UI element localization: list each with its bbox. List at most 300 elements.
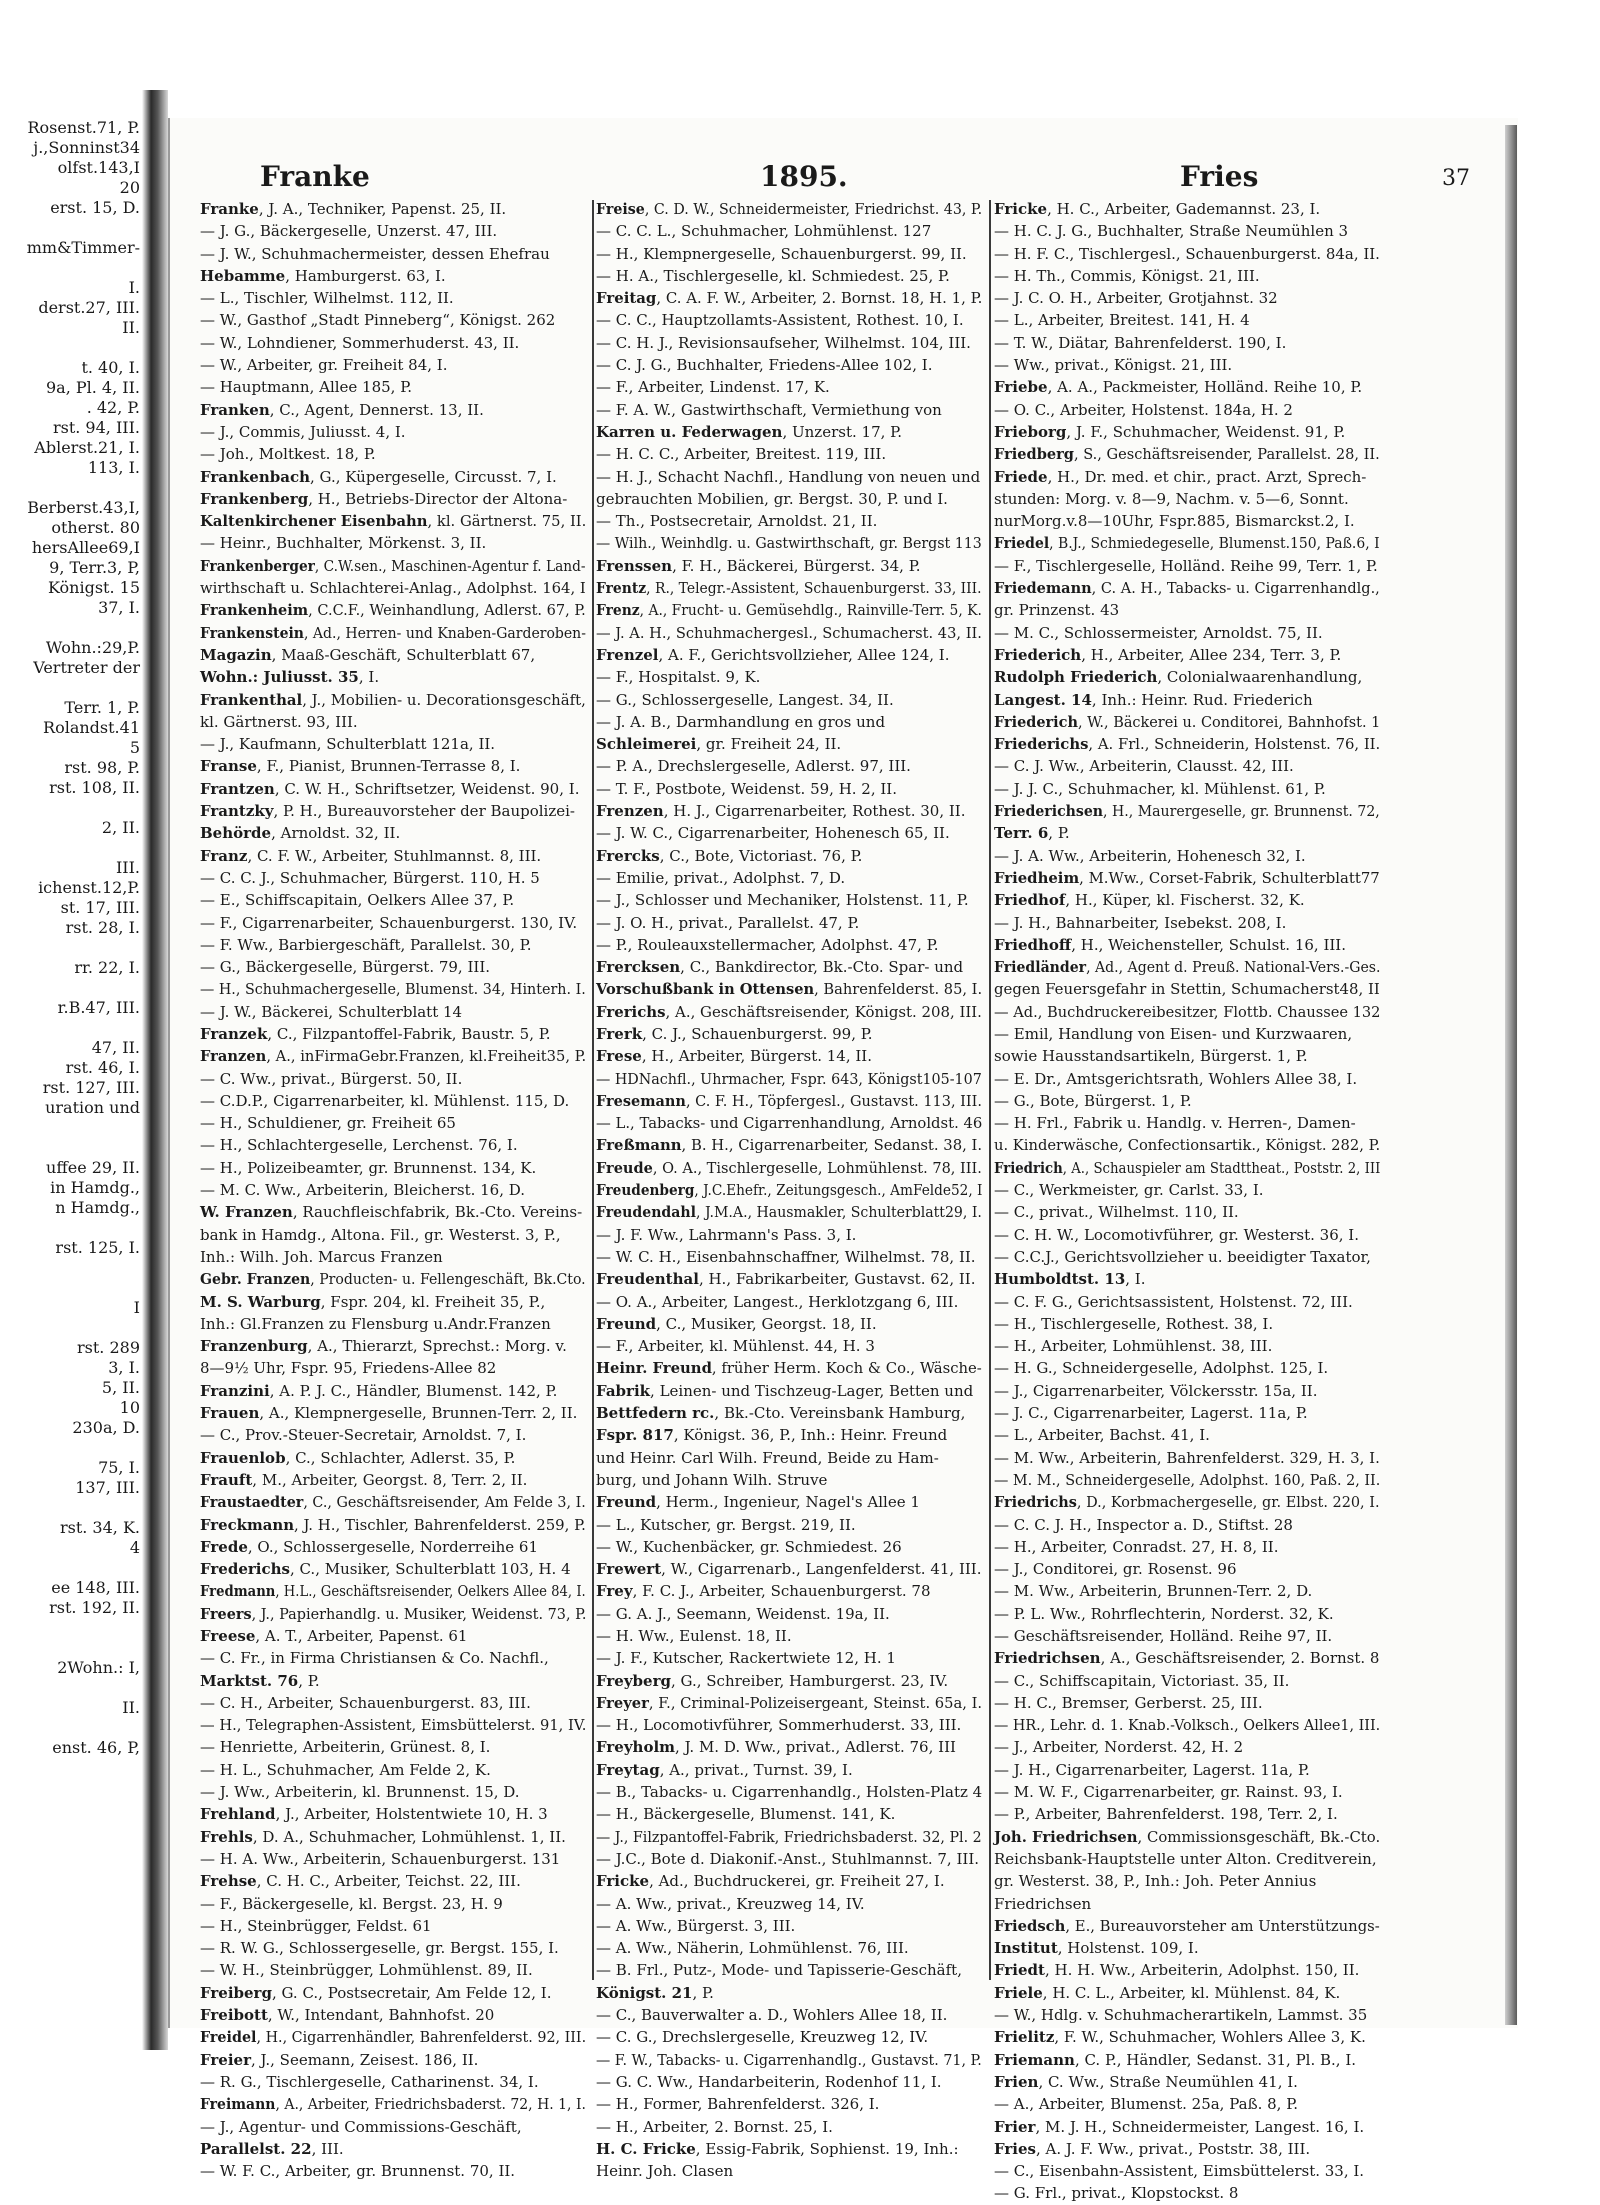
line-text: Frankenthal, J., Mobilien- u. Decorationsgeschäft, (200, 690, 586, 709)
entry-surname: Frankenbach (200, 467, 311, 486)
line-text: — P., Rouleauxstellermacher, Adolphst. 47, P. (596, 935, 939, 954)
gutter-fragment: rst. 127, III. (42, 1078, 140, 1097)
directory-entry-line (994, 399, 1384, 421)
gutter-fragment: 2Wohn.: I, (57, 1658, 140, 1677)
directory-entry-line (596, 1848, 986, 1870)
line-text: Frercks, C., Bote, Victoriast. 76, P. (596, 846, 863, 865)
entry-surname: Frielitz (994, 2028, 1055, 2047)
head-left-keyword: Franke (260, 160, 370, 193)
line-text: Freytag, A., privat., Turnst. 39, I. (596, 1760, 853, 1779)
line-text: — HR., Lehr. d. 1. Knab.-Volksch., Oelkers Allee1, III. (994, 1716, 1381, 1735)
entry-surname: Frercks (596, 846, 660, 865)
line-text: gegen Feuersgefahr in Stettin, Schumacherst48, II (994, 980, 1380, 999)
directory-entry-line (994, 243, 1384, 265)
line-text: Friederich, W., Bäckerei u. Conditorei, Bahnhofst. 1 (994, 712, 1381, 731)
directory-entry-line (200, 243, 590, 265)
directory-entry-line (994, 1424, 1384, 1446)
line-text: Freyberg, G., Schreiber, Hamburgerst. 23, IV. (596, 1671, 949, 1690)
line-text: 8—9½ Uhr, Fspr. 95, Friedens-Allee 82 (200, 1359, 497, 1378)
entry-surname: Institut (994, 1939, 1058, 1958)
line-text: Friedheim, M.Ww., Corset-Fabrik, Schulterblatt77 (994, 868, 1380, 887)
line-text: und Heinr. Carl Wilh. Freund, Beide zu Ham- (596, 1448, 939, 1467)
entry-surname: Friedländer (994, 958, 1087, 977)
line-text: Freßmann, B. H., Cigarrenarbeiter, Sedanst. 38, I. (596, 1136, 983, 1155)
line-text: Frankenberg, H., Betriebs-Director der Altona- (200, 489, 568, 508)
directory-entry-line (994, 2049, 1384, 2071)
line-text: Friedemann, C. A. H., Tabacks- u. Cigarrenhandlg., (994, 579, 1380, 598)
directory-entry-line (200, 1982, 590, 2004)
line-text: Freier, J., Seemann, Zeisest. 186, II. (200, 2050, 479, 2069)
directory-entry-line (596, 2116, 986, 2138)
directory-entry-line (994, 1134, 1384, 1156)
gutter-fragment: otherst. 80 (51, 518, 140, 537)
directory-entry-line (994, 599, 1384, 621)
directory-entry-line (994, 577, 1384, 599)
line-text: Friedt, H. H. Ww., Arbeiterin, Adolphst. 150, II. (994, 1961, 1360, 1980)
line-text: burg, und Johann Wilh. Struve (596, 1470, 828, 1489)
gutter-fragment: 137, III. (75, 1478, 140, 1497)
directory-entry-line (200, 1112, 590, 1134)
line-text: nurMorg.v.8—10Uhr, Fspr.885, Bismarckst.2, I. (994, 512, 1355, 531)
directory-entry-line (994, 220, 1384, 242)
directory-entry-line (200, 1937, 590, 1959)
line-text: Freimann, A., Arbeiter, Friedrichsbaderst. 72, H. 1, I. (200, 2095, 586, 2114)
line-text: Freund, Herm., Ingenieur, Nagel's Allee 1 (596, 1493, 920, 1512)
line-text: — J. C. O. H., Arbeiter, Grotjahnst. 32 (994, 289, 1278, 308)
directory-entry-line (596, 1424, 986, 1446)
directory-entry-line (596, 2138, 986, 2160)
directory-entry-line (596, 265, 986, 287)
directory-entry-line (200, 1246, 590, 1268)
line-text: — L., Arbeiter, Breitest. 141, H. 4 (994, 311, 1250, 330)
entry-surname: Terr. 6 (994, 824, 1049, 843)
directory-entry-line (200, 1893, 590, 1915)
gutter-fragment: 9a, Pl. 4, II. (45, 378, 140, 397)
directory-entry-line (200, 332, 590, 354)
entry-surname: Frenssen (596, 556, 673, 575)
line-text: — P. A., Drechslergeselle, Adlerst. 97, III. (596, 757, 911, 776)
directory-entry-line (200, 666, 590, 688)
directory-entry-line (200, 1134, 590, 1156)
directory-entry-line (200, 689, 590, 711)
line-text: — M. Ww., Arbeiterin, Bahrenfelderst. 329, H. 3, I. (994, 1448, 1380, 1467)
line-text: Hebamme, Hamburgerst. 63, I. (200, 266, 446, 285)
line-text: Friemann, C. P., Händler, Sedanst. 31, Pl. B., I. (994, 2050, 1357, 2069)
directory-entry-line (200, 1603, 590, 1625)
line-text: Parallelst. 22, III. (200, 2139, 344, 2158)
directory-entry-line (200, 1001, 590, 1023)
page-edge-shadow (1505, 125, 1517, 2025)
line-text: — H., Polizeibeamter, gr. Brunnenst. 134, K. (200, 1158, 537, 1177)
directory-entry-line (200, 376, 590, 398)
line-text: Frankenbach, G., Küpergeselle, Circusst. 7, I. (200, 467, 557, 486)
directory-entry-line (994, 1870, 1384, 1892)
line-text: — J. H., Bahnarbeiter, Isebekst. 208, I. (994, 913, 1287, 932)
directory-entry-line (200, 822, 590, 844)
gutter-fragment (0, 1678, 140, 1698)
line-text: Freibott, W., Intendant, Bahnhofst. 20 (200, 2006, 495, 2025)
directory-entry-line (200, 287, 590, 309)
line-text: Rudolph Friederich, Colonialwaarenhandlung, (994, 668, 1363, 687)
entry-surname: Freidel (200, 2028, 257, 2047)
line-text: Magazin, Maaß-Geschäft, Schulterblatt 67, (200, 645, 536, 664)
directory-entry-line (994, 1335, 1384, 1357)
directory-entry-line (200, 1201, 590, 1223)
line-text: Frerichs, A., Geschäftsreisender, Königst. 208, III. (596, 1002, 982, 1021)
line-text: — H. C. J. G., Buchhalter, Straße Neumühlen 3 (994, 222, 1349, 241)
gutter-fragment (0, 1018, 140, 1038)
directory-entry-line (994, 1959, 1384, 1981)
directory-entry-line (596, 1870, 986, 1892)
line-text: — B., Tabacks- u. Cigarrenhandlg., Holsten-Platz 4 (596, 1783, 983, 1802)
directory-entry-line (596, 1491, 986, 1513)
entry-surname: Frantzky (200, 802, 274, 821)
directory-entry-line (596, 399, 986, 421)
line-text: Frenz, A., Frucht- u. Gemüsehdlg., Rainville-Terr. 5, K. (596, 601, 982, 620)
line-text: Fries, A. J. F. Ww., privat., Poststr. 38, III. (994, 2139, 1311, 2158)
gutter-fragment (0, 1498, 140, 1518)
entry-surname: Frede (200, 1537, 248, 1556)
entry-surname: Friedrichsen (994, 1649, 1101, 1668)
gutter-fragment: olfst.143,I (57, 158, 140, 177)
entry-surname: Fricke (994, 200, 1048, 218)
line-text: Freitag, C. A. F. W., Arbeiter, 2. Bornst. 18, H. 1, P. (596, 289, 983, 308)
directory-entry-line (596, 1982, 986, 2004)
entry-surname: Freyholm (596, 1738, 676, 1757)
line-text: — C., Werkmeister, gr. Carlst. 33, I. (994, 1181, 1264, 1200)
line-text: — E., Schiffscapitain, Oelkers Allee 37, P. (200, 891, 515, 910)
directory-column-3 (994, 198, 1384, 2203)
directory-entry-line (200, 1469, 590, 1491)
entry-surname: Frauen (200, 1404, 260, 1423)
directory-entry-line (994, 1803, 1384, 1825)
line-text: — H., Schuhmachergeselle, Blumenst. 34, Hinterh. I. (200, 980, 586, 999)
directory-entry-line (596, 2049, 986, 2071)
line-text: Frauen, A., Klempnergeselle, Brunnen-Terr. 2, II. (200, 1404, 578, 1423)
directory-entry-line (200, 1402, 590, 1424)
line-text: — G., Bäckergeselle, Bürgerst. 79, III. (200, 958, 491, 977)
directory-entry-line (994, 466, 1384, 488)
line-text: Frankenstein, Ad., Herren- und Knaben-Garderoben- (200, 623, 586, 642)
line-text: M. S. Warburg, Fspr. 204, kl. Freiheit 35, P., (200, 1292, 546, 1311)
entry-surname: Friederichsen (994, 802, 1104, 821)
directory-entry-line (596, 1357, 986, 1379)
line-text: — G. C. Ww., Handarbeiterin, Rodenhof 11, I. (596, 2072, 942, 2091)
directory-entry-line (994, 1558, 1384, 1580)
directory-entry-line (596, 1268, 986, 1290)
directory-entry-line (200, 1536, 590, 1558)
line-text: — C. C. L., Schuhmacher, Lohmühlenst. 127 (596, 222, 932, 241)
directory-entry-line (994, 1781, 1384, 1803)
line-text: — J., Agentur- und Commissions-Geschäft, (200, 2117, 522, 2136)
entry-surname: Franzen (200, 1047, 267, 1066)
line-text: Freyholm, J. M. D. Ww., privat., Adlerst. 76, III (596, 1738, 956, 1757)
directory-entry-line (994, 867, 1384, 889)
line-text: Frederichs, C., Musiker, Schulterblatt 103, H. 4 (200, 1560, 571, 1579)
line-text: — C., Eisenbahn-Assistent, Eimsbüttelerst. 33, I. (994, 2162, 1365, 2181)
gutter-fragment: mm&Timmer- (26, 238, 140, 257)
line-text: — M. C., Schlossermeister, Arnoldst. 75, II. (994, 623, 1323, 642)
line-text: — H., Arbeiter, Conradst. 27, H. 8, II. (994, 1537, 1279, 1556)
directory-entry-line (200, 399, 590, 421)
directory-entry-line (596, 622, 986, 644)
directory-entry-line (596, 1402, 986, 1424)
directory-entry-line (994, 733, 1384, 755)
gutter-fragment: rst. 125, I. (55, 1238, 140, 1257)
directory-entry-line (200, 1514, 590, 1536)
directory-entry-line (596, 800, 986, 822)
directory-entry-line (596, 488, 986, 510)
gutter-fragment: 75, I. (98, 1458, 140, 1477)
line-text: — J. O. H., privat., Parallelst. 47, P. (596, 913, 860, 932)
line-text: Frenzen, H. J., Cigarrenarbeiter, Rothest. 30, II. (596, 802, 966, 821)
line-text: — H. Ww., Eulenst. 18, II. (596, 1627, 792, 1645)
directory-entry-line (596, 733, 986, 755)
gutter-fragment: rr. 22, I. (74, 958, 140, 977)
line-text: Freund, C., Musiker, Georgst. 18, II. (596, 1314, 877, 1333)
directory-entry-line (596, 1246, 986, 1268)
directory-entry-line (596, 1826, 986, 1848)
line-text: — A. Ww., Näherin, Lohmühlenst. 76, III. (596, 1939, 909, 1958)
directory-entry-line (596, 1045, 986, 1067)
line-text: Franzini, A. P. J. C., Händler, Blumenst. 142, P. (200, 1381, 558, 1400)
entry-surname: Karren u. Federwagen (596, 422, 783, 441)
entry-surname: M. S. Warburg (200, 1292, 321, 1311)
directory-entry-line (994, 1447, 1384, 1469)
directory-entry-line (596, 220, 986, 242)
directory-entry-line (200, 1357, 590, 1379)
line-text: Freudendahl, J.M.A., Hausmakler, Schulterblatt29, I. (596, 1203, 982, 1222)
line-text: Wohn.: Juliusst. 35, I. (200, 668, 380, 687)
gutter-fragment: st. 17, III. (60, 898, 140, 917)
line-text: — C., privat., Wilhelmst. 110, II. (994, 1203, 1239, 1222)
directory-entry-line (200, 2071, 590, 2093)
directory-entry-line (994, 2182, 1384, 2204)
entry-surname: Schleimerei (596, 735, 697, 754)
directory-entry-line (200, 711, 590, 733)
gutter-fragment: 20 (119, 178, 140, 197)
line-text: — G., Schlossergeselle, Langest. 34, II. (596, 690, 894, 709)
line-text: — Wilh., Weinhdlg. u. Gastwirthschaft, gr. Bergst 113 (596, 534, 982, 553)
gutter-fragment: 4 (129, 1538, 140, 1557)
gutter-fragment: ee 148, III. (51, 1578, 140, 1597)
line-text: — J. H., Cigarrenarbeiter, Lagerst. 11a, P. (994, 1760, 1310, 1779)
gutter-fragment: Vertreter der (33, 658, 140, 677)
directory-entry-line (994, 711, 1384, 733)
line-text: gr. Westerst. 38, P., Inh.: Joh. Peter Annius (994, 1872, 1317, 1891)
entry-surname: Frederichs (200, 1560, 290, 1579)
directory-entry-line (200, 978, 590, 1000)
directory-entry-line (200, 1380, 590, 1402)
left-page-margin-fragments (0, 118, 150, 2018)
line-text: — E. Dr., Amtsgerichtsrath, Wohlers Allee 38, I. (994, 1069, 1358, 1088)
directory-entry-line (596, 577, 986, 599)
directory-entry-line (994, 555, 1384, 577)
entry-surname: Friederich (994, 712, 1078, 731)
directory-entry-line (994, 421, 1384, 443)
directory-entry-line (200, 1848, 590, 1870)
directory-entry-line (200, 889, 590, 911)
directory-entry-line (200, 1670, 590, 1692)
line-text: Karren u. Federwagen, Unzerst. 17, P. (596, 422, 902, 441)
line-text: Frewert, W., Cigarrenarb., Langenfelderst. 41, III. (596, 1560, 982, 1579)
directory-entry-line (200, 1291, 590, 1313)
gutter-fragment: 5 (129, 738, 140, 757)
line-text: Terr. 6, P. (994, 824, 1070, 843)
directory-entry-line (994, 309, 1384, 331)
line-text: Joh. Friedrichsen, Commissionsgeschäft, Bk.-Cto. (994, 1827, 1381, 1846)
line-text: Bettfedern rc., Bk.-Cto. Vereinsbank Hamburg, (596, 1404, 966, 1423)
line-text: Friedrichsen (994, 1894, 1092, 1913)
directory-column-1 (200, 198, 590, 2181)
line-text: — H. G., Schneidergeselle, Adolphst. 125, I. (994, 1359, 1329, 1378)
line-text: u. Kinderwäsche, Confectionsartik., Königst. 282, P. (994, 1136, 1381, 1155)
directory-entry-line (596, 1670, 986, 1692)
directory-entry-line (994, 978, 1384, 1000)
line-text: — L., Tabacks- und Cigarrenhandlung, Arnoldst. 46 (596, 1114, 983, 1133)
directory-entry-line (994, 1380, 1384, 1402)
directory-entry-line (994, 354, 1384, 376)
directory-entry-line (200, 220, 590, 242)
line-text: Freidel, H., Cigarrenhändler, Bahrenfelderst. 92, III. (200, 2028, 587, 2047)
line-text: Frede, O., Schlossergeselle, Norderreihe 61 (200, 1537, 539, 1556)
gutter-fragment: uration und (45, 1098, 140, 1117)
line-text: — J. A. H., Schuhmachergesl., Schumacherst. 43, II. (596, 623, 982, 642)
line-text: Frehls, D. A., Schuhmacher, Lohmühlenst. 1, II. (200, 1827, 566, 1846)
line-text: — J., Commis, Juliusst. 4, I. (200, 422, 406, 441)
line-text: Franzek, C., Filzpantoffel-Fabrik, Baustr. 5, P. (200, 1024, 551, 1043)
entry-surname: Friedberg (994, 445, 1074, 464)
entry-surname: Fresemann (596, 1091, 686, 1110)
line-text: Friedrichsen, A., Geschäftsreisender, 2. Bornst. 8 (994, 1649, 1380, 1668)
gutter-fragment: enst. 46, P, (52, 1738, 140, 1757)
directory-entry-line (596, 1224, 986, 1246)
line-text: — C. Fr., in Firma Christiansen & Co. Nachfl., (200, 1649, 549, 1668)
line-text: — H., Schuldiener, gr. Freiheit 65 (200, 1114, 456, 1133)
entry-surname: Humboldtst. 13 (994, 1270, 1126, 1289)
line-text: Reichsbank-Hauptstelle unter Alton. Creditverein, (994, 1849, 1377, 1868)
page-number: 37 (1442, 166, 1470, 191)
line-text: — J. J. C., Schuhmacher, kl. Mühlenst. 61, P. (994, 779, 1326, 798)
directory-entry-line (200, 577, 590, 599)
directory-entry-line (994, 689, 1384, 711)
directory-entry-line (596, 978, 986, 1000)
line-text: — C. G., Drechslergeselle, Kreuzweg 12, IV. (596, 2028, 929, 2047)
gutter-fragment: . 42, P. (86, 398, 140, 417)
line-text: — J.C., Bote d. Diakonif.-Anst., Stuhlmannst. 7, III. (596, 1849, 980, 1868)
entry-surname: Freier (200, 2050, 251, 2069)
gutter-fragment: 5, II. (101, 1378, 140, 1397)
directory-entry-line (994, 1313, 1384, 1335)
entry-surname: Frankenberger (200, 556, 315, 575)
directory-entry-line (200, 778, 590, 800)
directory-entry-line (596, 1558, 986, 1580)
line-text: — H. Frl., Fabrik u. Handlg. v. Herren-, Damen- (994, 1114, 1356, 1133)
directory-entry-line (200, 755, 590, 777)
entry-surname: Frankenstein (200, 623, 305, 642)
gutter-fragment: rst. 46, I. (65, 1058, 140, 1077)
directory-entry-line (994, 1514, 1384, 1536)
directory-entry-line (200, 1045, 590, 1067)
directory-entry-line (596, 1112, 986, 1134)
directory-entry-line (994, 488, 1384, 510)
entry-surname: Fraustaedter (200, 1493, 304, 1512)
line-text: — J. W., Schuhmachermeister, dessen Ehefrau (200, 244, 550, 263)
entry-surname: Freyberg (596, 1671, 671, 1690)
directory-entry-line (596, 1625, 986, 1647)
line-text: Freers, J., Papierhandlg. u. Musiker, Weidenst. 73, P. (200, 1604, 587, 1623)
line-text: — T. F., Postbote, Weidenst. 59, H. 2, II. (596, 779, 898, 798)
entry-surname: Freudenberg (596, 1181, 695, 1200)
directory-entry-line (994, 2138, 1384, 2160)
line-text: Freudenthal, H., Fabrikarbeiter, Gustavst. 62, II. (596, 1270, 976, 1289)
gutter-fragment (0, 1218, 140, 1238)
directory-entry-line (994, 2026, 1384, 2048)
gutter-fragment: t. 40, I. (81, 358, 140, 377)
entry-surname: Frantzen (200, 779, 275, 798)
line-text: Franzenburg, A., Thierarzt, Sprechst.: Morg. v. (200, 1337, 567, 1356)
gutter-fragment (0, 798, 140, 818)
directory-entry-line (596, 1469, 986, 1491)
gutter-fragment: rst. 289 (77, 1338, 140, 1357)
entry-surname: Friedhof (994, 891, 1066, 910)
entry-surname: Friedemann (994, 579, 1092, 598)
line-text: — J., Conditorei, gr. Rosenst. 96 (994, 1560, 1237, 1579)
directory-entry-line (994, 1357, 1384, 1379)
line-text: Fabrik, Leinen- und Tischzeug-Lager, Betten und (596, 1381, 974, 1400)
line-text: — C. F. G., Gerichtsassistent, Holstenst. 72, III. (994, 1292, 1353, 1311)
line-text: — J. F., Kutscher, Rackertwiete 12, H. 1 (596, 1649, 896, 1668)
directory-entry-line (596, 912, 986, 934)
line-text: — M. W. F., Cigarrenarbeiter, gr. Rainst. 93, I. (994, 1783, 1343, 1802)
line-text: Frenzel, A. F., Gerichtsvollzieher, Allee 124, I. (596, 645, 950, 664)
line-text: — J., Schlosser und Mechaniker, Holstenst. 11, P. (596, 891, 969, 910)
line-text: — M. M., Schneidergeselle, Adolphst. 160, Paß. 2, II. (994, 1470, 1381, 1489)
directory-entry-line (994, 1625, 1384, 1647)
directory-entry-line (994, 755, 1384, 777)
line-text: — Ww., privat., Königst. 21, III. (994, 356, 1233, 375)
line-text: — J. C., Cigarrenarbeiter, Lagerst. 11a, P. (994, 1404, 1308, 1423)
line-text: Frehse, C. H. C., Arbeiter, Teichst. 22, III. (200, 1872, 521, 1891)
directory-column-2 (596, 198, 986, 2181)
entry-surname: Freese (200, 1627, 256, 1645)
line-text: Friede, H., Dr. med. et chir., pract. Arzt, Sprech- (994, 467, 1367, 486)
directory-entry-line (200, 1714, 590, 1736)
entry-surname: Fspr. 817 (596, 1426, 674, 1445)
entry-surname: Franke (200, 200, 259, 218)
directory-entry-line (994, 956, 1384, 978)
line-text: Franken, C., Agent, Dennerst. 13, II. (200, 400, 484, 419)
gutter-fragment: rst. 98, P. (64, 758, 140, 777)
directory-entry-line (994, 1469, 1384, 1491)
entry-surname: Friebe (994, 378, 1048, 397)
directory-entry-line (994, 1714, 1384, 1736)
line-text: Freese, A. T., Arbeiter, Papenst. 61 (200, 1627, 468, 1645)
entry-surname: Franken (200, 400, 270, 419)
line-text: Fricke, Ad., Buchdruckerei, gr. Freiheit 27, I. (596, 1872, 945, 1891)
entry-surname: Frankenthal (200, 690, 303, 709)
entry-surname: Vorschußbank in Ottensen (596, 980, 815, 999)
entry-surname: Frankenberg (200, 489, 309, 508)
line-text: — G. Frl., privat., Klopstockst. 8 (994, 2184, 1239, 2203)
directory-entry-line (596, 1291, 986, 1313)
directory-entry-line (596, 934, 986, 956)
entry-surname: Frehls (200, 1827, 253, 1846)
line-text: — Heinr., Buchhalter, Mörkenst. 3, II. (200, 534, 487, 553)
directory-entry-line (994, 1692, 1384, 1714)
line-text: Vorschußbank in Ottensen, Bahrenfelderst. 85, I. (596, 980, 983, 999)
entry-surname: Friedsch (994, 1916, 1066, 1935)
